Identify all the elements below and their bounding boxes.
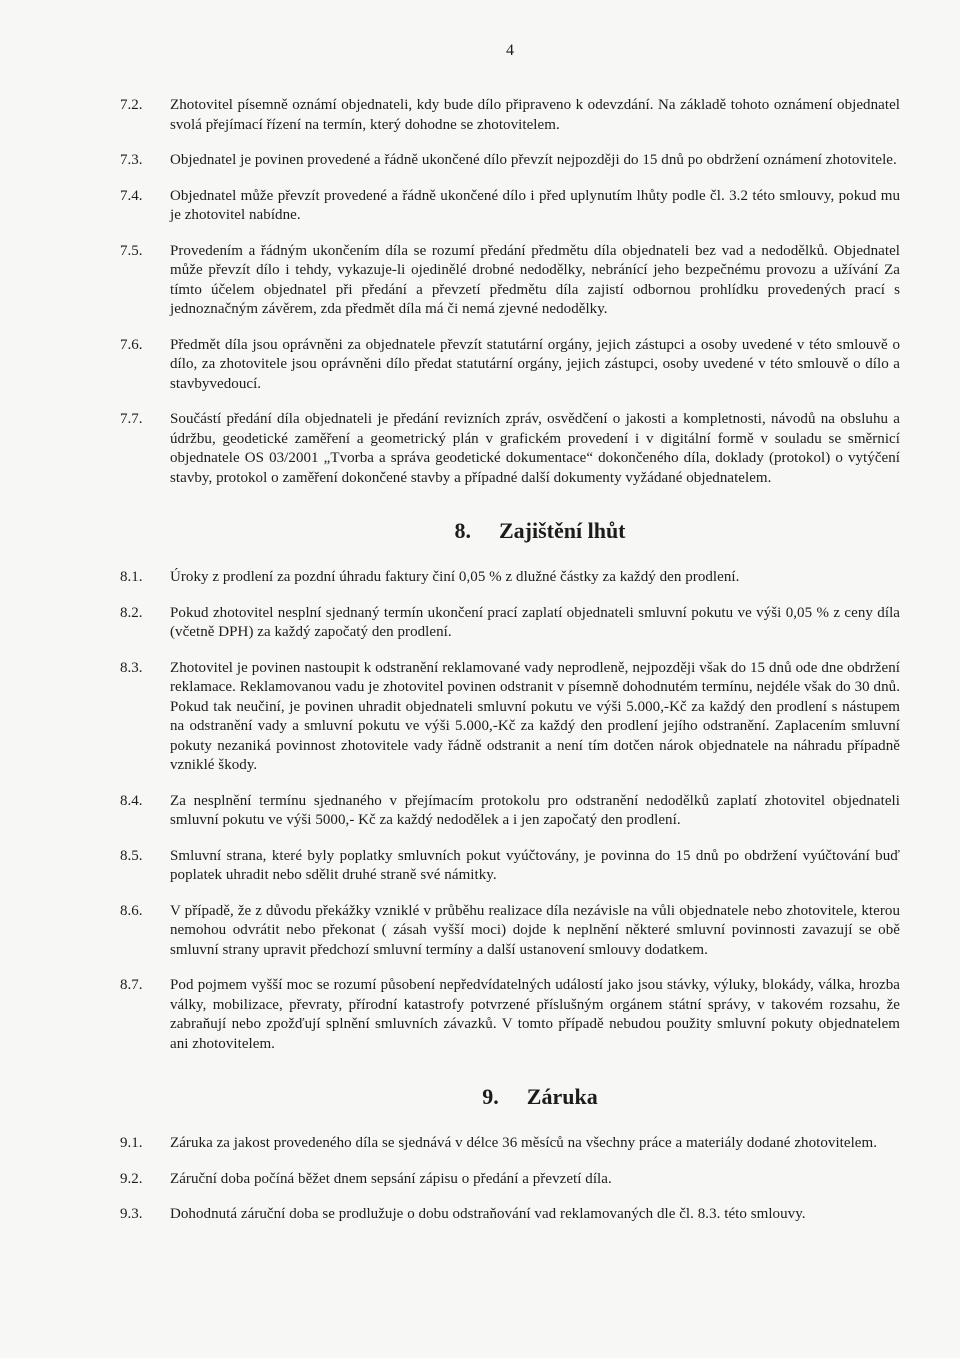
clause-text: Objednatel je povinen provedené a řádně ukončené dílo převzít nejpozději do 15 dnů po obdržení oznámení zhotovitele.	[170, 152, 897, 168]
clause-text: Objednatel může převzít provedené a řádně ukončené dílo i před uplynutím lhůty podle čl. 3.2 této smlouvy, pokud mu je zhotovitel nabídne.	[170, 187, 900, 223]
clause	[120, 1134, 900, 1154]
clause-number: 7.3.	[120, 152, 143, 168]
section-9	[120, 1134, 900, 1225]
clause	[120, 336, 900, 395]
clause-text: Úroky z prodlení za pozdní úhradu faktury činí 0,05 % z dlužné částky za každý den prodlení.	[170, 569, 740, 585]
clause-text: Za nesplnění termínu sjednaného v přejímacím protokolu pro odstranění nedodělků zaplatí zhotovitel objednateli smluvní pokutu ve výši 5000,- Kč za každý nedodělek a i jen započatý den prodlení.	[170, 792, 900, 828]
section-8	[120, 568, 900, 1054]
clause	[120, 410, 900, 488]
clause-text: V případě, že z důvodu překážky vzniklé v průběhu realizace díla nezávisle na vůli objednatele nebo zhotovitele, kterou nemohou odvrátit nebo překonat ( zásah vyšší moci) dojde k neplnění některé smluvní povinnosti zavazují se obě smluvní strany upravit předchozí smluvní termíny a další ustanovení smlouvy dodatkem.	[170, 902, 900, 958]
clause	[120, 151, 900, 171]
clause-number: 7.6.	[120, 336, 143, 353]
clause	[120, 792, 900, 831]
clause	[120, 1205, 900, 1225]
clause-number: 9.3.	[120, 1206, 143, 1222]
clause-number: 7.5.	[120, 242, 143, 259]
clause	[120, 187, 900, 226]
clause-text: Záruka za jakost provedeného díla se sjednává v délce 36 měsíců na všechny práce a materiály dodané zhotovitelem.	[170, 1135, 878, 1151]
section-title: Zajištění lhůt	[498, 518, 626, 543]
section-heading-8	[120, 518, 900, 544]
clause	[120, 604, 900, 643]
clause-number: 9.2.	[120, 1170, 143, 1187]
clause-number: 8.2.	[120, 604, 143, 621]
page-number: 4	[506, 42, 514, 59]
clause-number: 7.2.	[120, 97, 143, 113]
clause	[120, 847, 900, 886]
clause-number: 8.5.	[120, 847, 143, 864]
clause	[120, 242, 900, 320]
clause	[120, 976, 900, 1054]
clause	[120, 902, 900, 961]
clause-text: Záruční doba počíná běžet dnem sepsání zápisu o předání a převzetí díla.	[170, 1170, 612, 1187]
clause-number: 7.7.	[120, 411, 143, 427]
section-number: 8.	[454, 518, 471, 543]
clause-text: Provedením a řádným ukončením díla se rozumí předání předmětu díla objednateli bez vad a nedodělků. Objednatel může převzít dílo i tehdy, vykazuje-li ojedinělé drobné nedodělky, nebránící jeho bezpečnému provozu a užívání Za tímto účelem objednatel při předání a převzetí předmětu díla zajistí odbornou prohlídku provedených prací s jednoznačným závěrem, zda předmět díla má či nemá zjevné nedodělky.	[170, 242, 900, 317]
clause	[120, 568, 900, 588]
clause-text: Pokud zhotovitel nesplní sjednaný termín ukončení prací zaplatí objednateli smluvní pokutu ve výši 0,05 % z ceny díla (včetně DPH) za každý započatý den prodlení.	[170, 604, 900, 640]
section-heading-9	[120, 1084, 900, 1110]
clause	[120, 1170, 900, 1190]
clause-number: 8.4.	[120, 792, 143, 809]
clause-number: 8.1.	[120, 569, 143, 585]
clause-text: Pod pojmem vyšší moc se rozumí působení nepředvídatelných událostí jako jsou stávky, výluky, blokády, válka, hrozba války, mobilizace, převraty, přírodní katastrofy potvrzené příslušným orgánem státní správy, v takovém rozsahu, že zabraňují nebo zpožďují splnění smluvních závazků. V tomto případě nebudou použity smluvní pokuty objednatelem ani zhotovitelem.	[170, 977, 900, 1052]
clause-number: 8.6.	[120, 902, 143, 919]
clause-number: 7.4.	[120, 187, 143, 204]
clause-text: Dohodnutá záruční doba se prodlužuje o dobu odstraňování vad reklamovaných dle čl. 8.3. této smlouvy.	[170, 1206, 806, 1222]
section-7	[120, 96, 900, 488]
clause-text: Zhotovitel písemně oznámí objednateli, kdy bude dílo připraveno k odevzdání. Na základě tohoto oznámení objednatel svolá přejímací řízení na termín, který dohodne se zhotovitelem.	[170, 97, 900, 133]
section-title: Záruka	[526, 1084, 598, 1109]
clause-number: 8.7.	[120, 977, 143, 993]
clause-number: 8.3.	[120, 659, 143, 676]
clause	[120, 659, 900, 776]
clause-text: Zhotovitel je povinen nastoupit k odstranění reklamované vady neprodleně, nejpozději však do 15 dnů ode dne obdržení reklamace. Reklamovanou vadu je zhotovitel povinen odstranit v písemně dohodnutém termínu, nejdéle však do 30 dnů. Pokud tak neučiní, je povinen uhradit objednateli smluvní pokutu ve výši 5.000,-Kč za každý den prodlení s nástupem na odstranění vady a smluvní pokutu ve výši 5.000,-Kč za každý den prodlení jejího odstranění. Zaplacením smluvní pokuty nezaniká povinnost zhotovitele vady řádně odstranit a není tím dotčen nárok objednatele na náhradu případně vzniklé škody.	[170, 659, 900, 773]
clause-text: Součástí předání díla objednateli je předání revizních zpráv, osvědčení o jakosti a kompletnosti, návodů na obsluhu a údržbu, geodetické zaměření a geometrický plán v grafickém provedení i v digitální formě v souladu se směrnicí objednatele OS 03/2001 „Tvorba a správa geodetické dokumentace“ dokončeného díla, doklady (protokol) o vytýčení stavby, protokol o zaměření dokončené stavby a případné další dokumenty vyžádané objednatelem.	[170, 411, 900, 486]
clause-number: 9.1.	[120, 1135, 143, 1151]
clause-text: Smluvní strana, které byly poplatky smluvních pokut vyúčtovány, je povinna do 15 dnů po obdržení vyúčtování buď poplatek uhradit nebo sdělit druhé straně své námitky.	[170, 847, 900, 883]
page-content	[120, 96, 900, 1241]
section-number: 9.	[482, 1084, 499, 1109]
clause-text: Předmět díla jsou oprávněni za objednatele převzít statutární orgány, jejich zástupci a osoby uvedené v této smlouvě o dílo, za zhotovitele jsou oprávněni dílo předat statutární orgány, jejich zástupci, osoby uvedené v této smlouvě o dílo a stavbyvedoucí.	[170, 336, 900, 392]
clause	[120, 96, 900, 135]
